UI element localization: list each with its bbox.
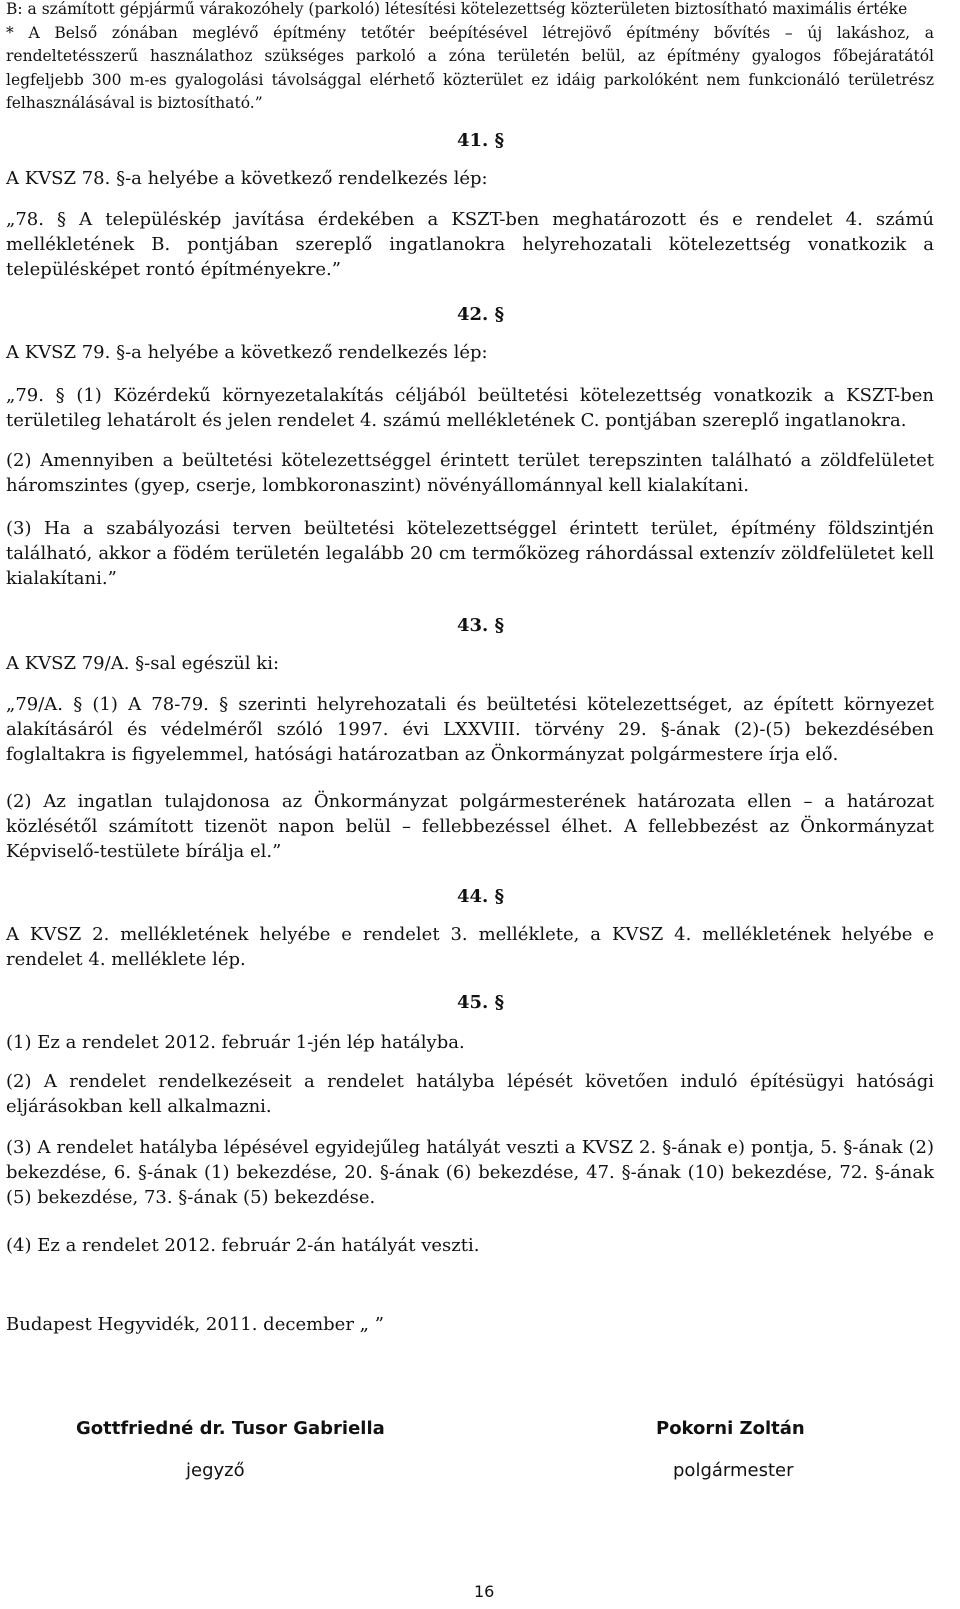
section-43-paragraph-2: (2) Az ingatlan tulajdonosa az Önkormányzat polgármesterének határozata ellen – a határozat közlésétől számított tizenöt napon belül – fellebbezéssel élhet. A fellebbezést az Önkormányzat Képviselő-testülete bírálja el.” [6, 791, 934, 862]
section-44-heading: 44. § [457, 886, 504, 907]
section-42-heading: 42. § [457, 304, 504, 325]
signatory-right-role: polgármester [673, 1460, 794, 1481]
section-45-paragraph-4: (4) Ez a rendelet 2012. február 2-án hatályát veszti. [6, 1235, 480, 1256]
section-42-paragraph-2: (2) Amennyiben a beültetési kötelezettséggel érintett terület terepszinten található a zöldfelületet háromszintes (gyep, cserje, lombkoronaszint) növényállománnyal kell kialakítani. [6, 450, 934, 496]
signatory-left-role: jegyző [186, 1460, 245, 1481]
section-43-heading: 43. § [457, 615, 504, 636]
section-42-intro: A KVSZ 79. §-a helyébe a következő rendelkezés lép: [6, 342, 488, 363]
note-line-star: * A Belső zónában meglévő építmény tetőtér beépítésével létrejövő építmény bővítés – új lakáshoz, a rendeltetésszerű használathoz szükséges parkoló a zóna területén belül, az építmény gyalogos főbejáratától legfeljebb 300 m-es gyalogolási távolsággal elérhető közterület ez idáig parkolóként nem funkcionáló területrész felhasználásával is biztosítható.” [6, 23, 934, 112]
signatory-right-name: Pokorni Zoltán [656, 1418, 805, 1439]
section-43-intro: A KVSZ 79/A. §-sal egészül ki: [6, 653, 280, 674]
section-41-text: „78. § A településkép javítása érdekében a KSZT-ben meghatározott és e rendelet 4. számú mellékletének B. pontjában szereplő ingatlanokra helyrehozatali kötelezettség vonatkozik a településképet rontó építményekre.” [6, 209, 934, 280]
place-and-date: Budapest Hegyvidék, 2011. december „ ” [6, 1314, 384, 1335]
page-number: 16 [474, 1582, 495, 1601]
section-43-paragraph-1: „79/A. § (1) A 78-79. § szerinti helyrehozatali és beültetési kötelezettséget, az épített környezet alakításáról és védelméről szóló 1997. évi LXXVIII. törvény 29. §-ának (2)-(5) bekezdésében foglaltakra is figyelemmel, hatósági határozatban az Önkormányzat polgármestere írja elő. [6, 694, 934, 765]
section-44-text: A KVSZ 2. mellékletének helyébe e rendelet 3. melléklete, a KVSZ 4. mellékletének helyébe e rendelet 4. melléklete lép. [6, 924, 934, 970]
section-42-paragraph-3: (3) Ha a szabályozási terven beültetési kötelezettséggel érintett terület, építmény földszintjén található, akkor a födém területén legalább 20 cm termőközeg ráhordással extenzív zöldfelületet kell kialakítani.” [6, 518, 934, 589]
section-42-paragraph-1: „79. § (1) Közérdekű környezetalakítás céljából beültetési kötelezettség vonatkozik a KSZT-ben területileg lehatárolt és jelen rendelet 4. számú mellékletének C. pontjában szereplő ingatlanokra. [6, 385, 934, 431]
section-45-paragraph-2: (2) A rendelet rendelkezéseit a rendelet hatályba lépését követően induló építésügyi hatósági eljárásokban kell alkalmazni. [6, 1071, 934, 1117]
previous-section-note [6, 0, 934, 116]
note-line-b: B: a számított gépjármű várakozóhely (parkoló) létesítési kötelezettség közterületen biztosítható maximális értéke [6, 0, 908, 18]
section-41-heading: 41. § [457, 130, 504, 151]
section-45-heading: 45. § [457, 992, 504, 1013]
section-45-paragraph-3: (3) A rendelet hatályba lépésével egyidejűleg hatályát veszti a KVSZ 2. §-ának e) pontja, 5. §-ának (2) bekezdése, 6. §-ának (1) bekezdése, 20. §-ának (6) bekezdése, 47. §-ának (10) bekezdése, 72. §-ának (5) bekezdése, 73. §-ának (5) bekezdése. [6, 1137, 934, 1208]
section-45-paragraph-1: (1) Ez a rendelet 2012. február 1-jén lép hatályba. [6, 1032, 465, 1053]
section-41-intro: A KVSZ 78. §-a helyébe a következő rendelkezés lép: [6, 168, 488, 189]
signatory-left-name: Gottfriedné dr. Tusor Gabriella [76, 1418, 385, 1439]
